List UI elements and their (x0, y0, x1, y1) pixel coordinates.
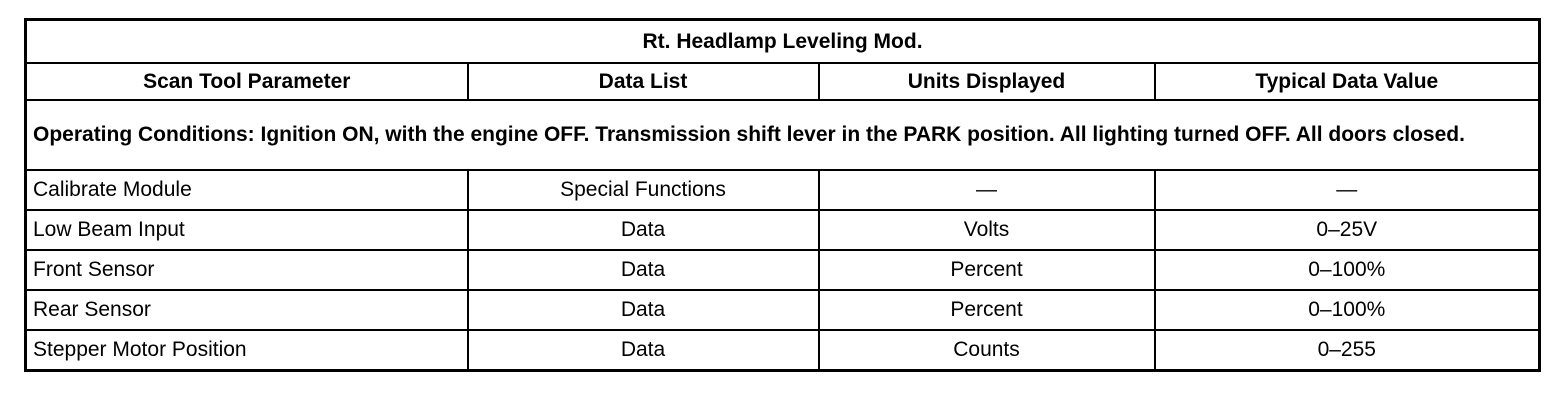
header-scan-tool-parameter: Scan Tool Parameter (26, 63, 468, 100)
header-units-displayed: Units Displayed (819, 63, 1155, 100)
cell-parameter: Stepper Motor Position (26, 330, 468, 371)
table-title-row (26, 20, 1540, 64)
table-row (26, 210, 1540, 250)
cell-data-list: Data (468, 330, 819, 371)
cell-data-list: Data (468, 210, 819, 250)
cell-units: Percent (819, 290, 1155, 330)
scan-tool-data-sheet (24, 18, 1538, 372)
cell-data-list: Data (468, 250, 819, 290)
cell-parameter: Low Beam Input (26, 210, 468, 250)
table-row (26, 250, 1540, 290)
cell-units: — (819, 170, 1155, 210)
cell-parameter: Calibrate Module (26, 170, 468, 210)
cell-data-list: Data (468, 290, 819, 330)
table-header-row (26, 63, 1540, 100)
cell-parameter: Front Sensor (26, 250, 468, 290)
table-row (26, 170, 1540, 210)
cell-typical-value: 0–25V (1155, 210, 1540, 250)
cell-typical-value: — (1155, 170, 1540, 210)
operating-conditions-row (26, 100, 1540, 170)
header-typical-data-value: Typical Data Value (1155, 63, 1540, 100)
cell-typical-value: 0–100% (1155, 250, 1540, 290)
cell-units: Percent (819, 250, 1155, 290)
cell-units: Counts (819, 330, 1155, 371)
table-row (26, 290, 1540, 330)
operating-conditions: Operating Conditions: Ignition ON, with the engine OFF. Transmission shift lever in the PARK position. All lighting turned OFF. All doors closed. (26, 100, 1540, 170)
cell-units: Volts (819, 210, 1155, 250)
header-data-list: Data List (468, 63, 819, 100)
cell-typical-value: 0–255 (1155, 330, 1540, 371)
headlamp-leveling-table (24, 18, 1541, 372)
cell-typical-value: 0–100% (1155, 290, 1540, 330)
cell-parameter: Rear Sensor (26, 290, 468, 330)
table-row (26, 330, 1540, 371)
cell-data-list: Special Functions (468, 170, 819, 210)
table-title: Rt. Headlamp Leveling Mod. (26, 20, 1540, 64)
